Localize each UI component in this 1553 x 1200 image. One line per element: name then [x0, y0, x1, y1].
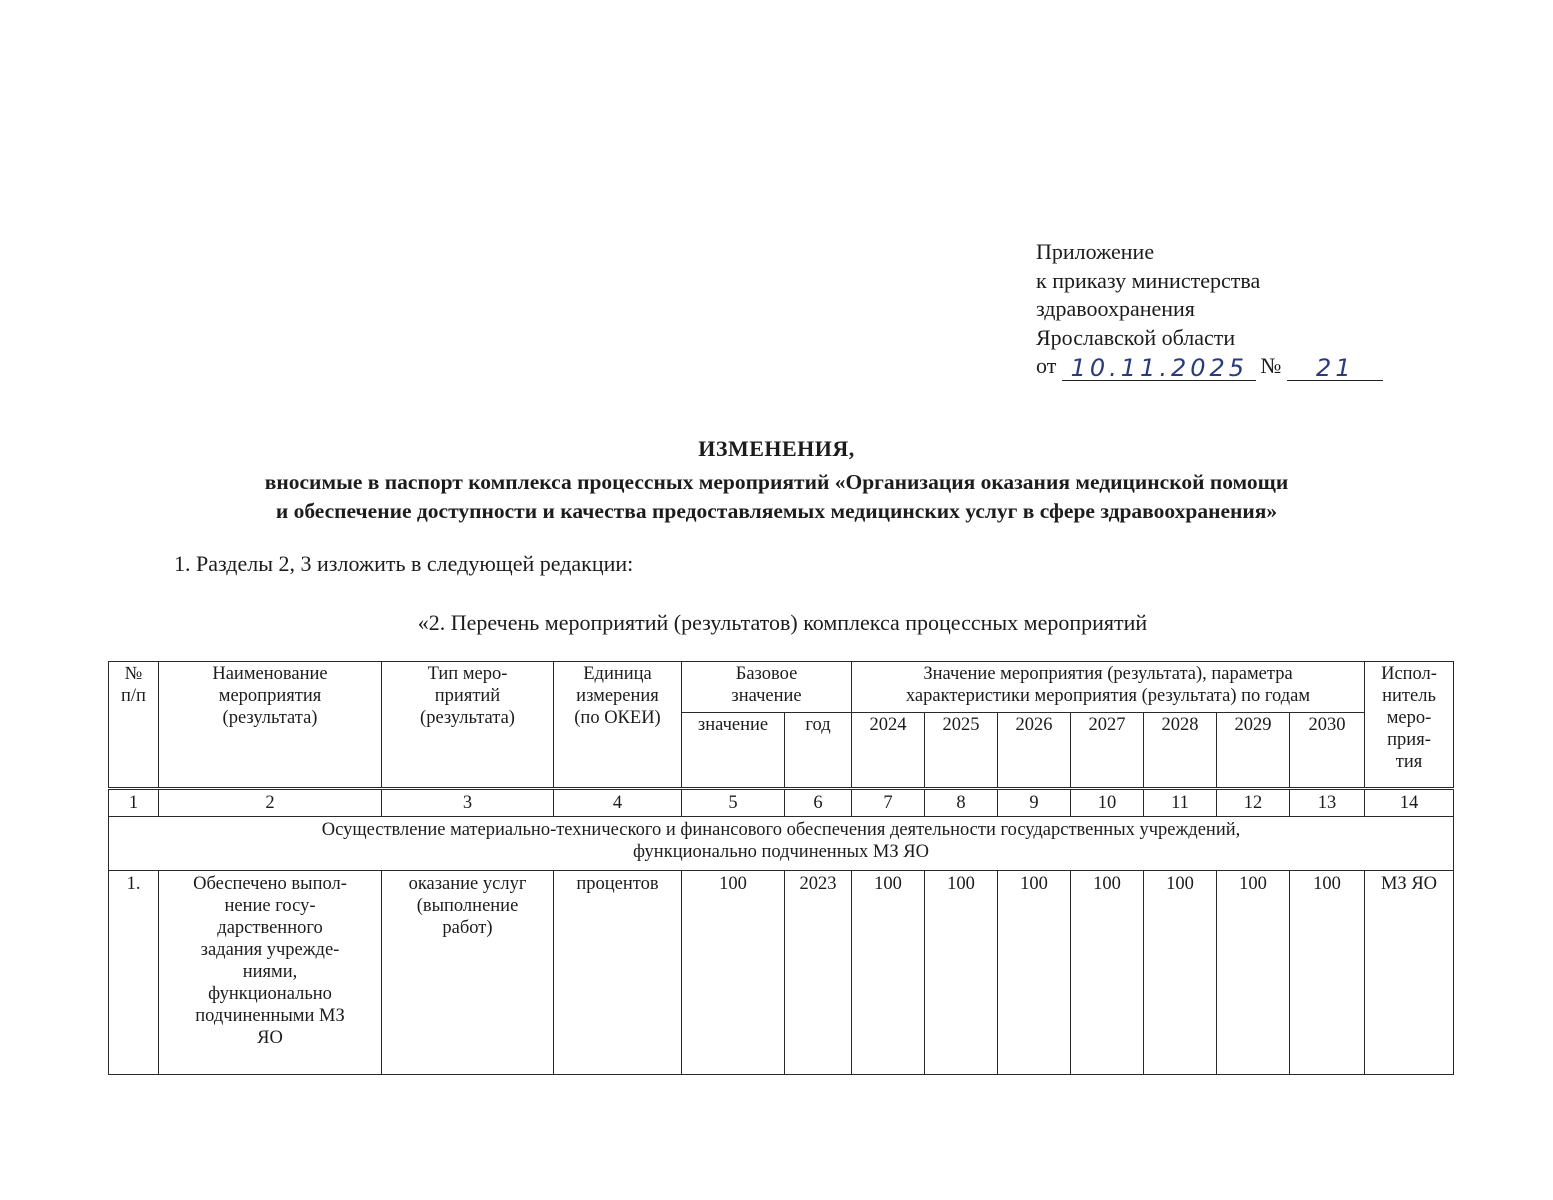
header-year: 2028: [1144, 713, 1217, 789]
number-sign: №: [1260, 353, 1282, 378]
header-name: [159, 662, 382, 789]
header-base-value: значение: [682, 713, 785, 789]
group-title: [109, 817, 1454, 871]
column-number: 2: [159, 789, 382, 817]
header-unit: [554, 662, 682, 789]
header-year: 2024: [852, 713, 925, 789]
appendix-line: здравоохранения: [1036, 296, 1195, 321]
header-type: [382, 662, 554, 789]
cell-line: подчиненными МЗ: [195, 1006, 345, 1026]
column-number: 12: [1217, 789, 1290, 817]
column-number: 8: [925, 789, 998, 817]
document-subtitle-line-2: и обеспечение доступности и качества предоставляемых медицинских услуг в сфере здравоохранения»: [275, 499, 1278, 523]
column-number: 11: [1144, 789, 1217, 817]
header-line: измерения: [576, 686, 659, 706]
group-title-line: функционально подчиненных МЗ ЯО: [633, 842, 929, 862]
cell-line: ЯО: [257, 1028, 283, 1048]
column-number: 7: [852, 789, 925, 817]
section-title: [0, 610, 1553, 636]
cell-line: ниями,: [242, 962, 298, 982]
header-line: меро-: [1386, 708, 1432, 728]
header-line: Единица: [583, 664, 652, 684]
header-line: мероприятия: [218, 686, 322, 706]
document-title: ИЗМЕНЕНИЯ,: [698, 436, 855, 461]
header-line: п/п: [121, 686, 146, 706]
cell-base-value: 100: [682, 871, 785, 1075]
paragraph-1: 1. Разделы 2, 3 изложить в следующей редакции:: [174, 551, 634, 576]
header-line: №: [124, 664, 143, 684]
header-year: 2029: [1217, 713, 1290, 789]
cell-year-value: 100: [925, 871, 998, 1075]
header-line: Наименование: [212, 664, 328, 684]
header-base-year: год: [785, 713, 852, 789]
header-line: (результата): [420, 708, 515, 728]
cell-line: нение госу-: [224, 896, 316, 916]
cell-line: дарственного: [217, 918, 323, 938]
header-line: (результата): [222, 708, 318, 728]
column-number: 3: [382, 789, 554, 817]
cell-unit: процентов: [554, 871, 682, 1075]
header-line: нитель: [1382, 686, 1436, 706]
cell-name: [159, 871, 382, 1075]
cell-type: [382, 871, 554, 1075]
column-number-row: [109, 789, 1454, 817]
measures-table: [108, 661, 1454, 1075]
cell-year-value: 100: [998, 871, 1071, 1075]
header-values-by-year: [852, 662, 1365, 713]
header-line: тия: [1395, 752, 1423, 772]
header-line: Значение мероприятия (результата), параметра: [923, 664, 1293, 684]
group-row: [109, 817, 1454, 871]
section-title-text: «2. Перечень мероприятий (результатов) комплекса процессных мероприятий: [417, 610, 1148, 635]
column-number: 14: [1365, 789, 1454, 817]
header-line: Тип меро-: [427, 664, 508, 684]
handwritten-date: 10.11.2025: [1062, 356, 1256, 381]
header-line: приятий: [434, 686, 501, 706]
column-number: 10: [1071, 789, 1144, 817]
cell-line: оказание услуг: [408, 874, 527, 894]
header-line: значение: [731, 686, 802, 706]
table-row: [109, 871, 1454, 1075]
cell-year-value: 100: [1217, 871, 1290, 1075]
header-year: 2025: [925, 713, 998, 789]
header-line: прия-: [1387, 730, 1431, 750]
date-prefix: от: [1036, 353, 1057, 378]
cell-line: (выполнение: [416, 896, 519, 916]
document-subtitle-line-1: вносимые в паспорт комплекса процессных мероприятий «Организация оказания медицинской помощи: [264, 470, 1289, 494]
cell-base-year: 2023: [785, 871, 852, 1075]
header-base: [682, 662, 852, 713]
column-number: 1: [109, 789, 159, 817]
column-number: 4: [554, 789, 682, 817]
header-year: 2027: [1071, 713, 1144, 789]
cell-line: работ): [442, 918, 493, 938]
order-date-line: [1036, 352, 1383, 381]
header-year: 2026: [998, 713, 1071, 789]
appendix-line: Приложение: [1036, 239, 1155, 264]
handwritten-order-number: 21: [1287, 356, 1383, 381]
column-number: 5: [682, 789, 785, 817]
header-line: характеристики мероприятия (результата) по годам: [905, 686, 1311, 706]
appendix-line: Ярославской области: [1036, 324, 1236, 350]
cell-line: функционально: [208, 984, 332, 1004]
cell-executor: МЗ ЯО: [1365, 871, 1454, 1075]
column-number: 6: [785, 789, 852, 817]
header-row-1: [109, 662, 1454, 713]
cell-year-value: 100: [852, 871, 925, 1075]
cell-line: задания учрежде-: [200, 940, 340, 960]
cell-no: 1.: [109, 871, 159, 1075]
header-line: (по ОКЕИ): [574, 708, 661, 728]
cell-year-value: 100: [1144, 871, 1217, 1075]
header-year: 2030: [1290, 713, 1365, 789]
appendix-block: [1036, 238, 1383, 381]
cell-year-value: 100: [1071, 871, 1144, 1075]
appendix-line: к приказу министерства: [1036, 267, 1261, 293]
column-number: 13: [1290, 789, 1365, 817]
header-line: Испол-: [1381, 664, 1437, 684]
column-number: 9: [998, 789, 1071, 817]
header-line: Базовое: [735, 664, 798, 684]
header-no: [109, 662, 159, 789]
group-title-line: Осуществление материально-технического и финансового обеспечения деятельности государственных учреждений,: [321, 820, 1241, 840]
header-executor: [1365, 662, 1454, 789]
cell-line: Обеспечено выпол-: [193, 874, 347, 894]
cell-year-value: 100: [1290, 871, 1365, 1075]
